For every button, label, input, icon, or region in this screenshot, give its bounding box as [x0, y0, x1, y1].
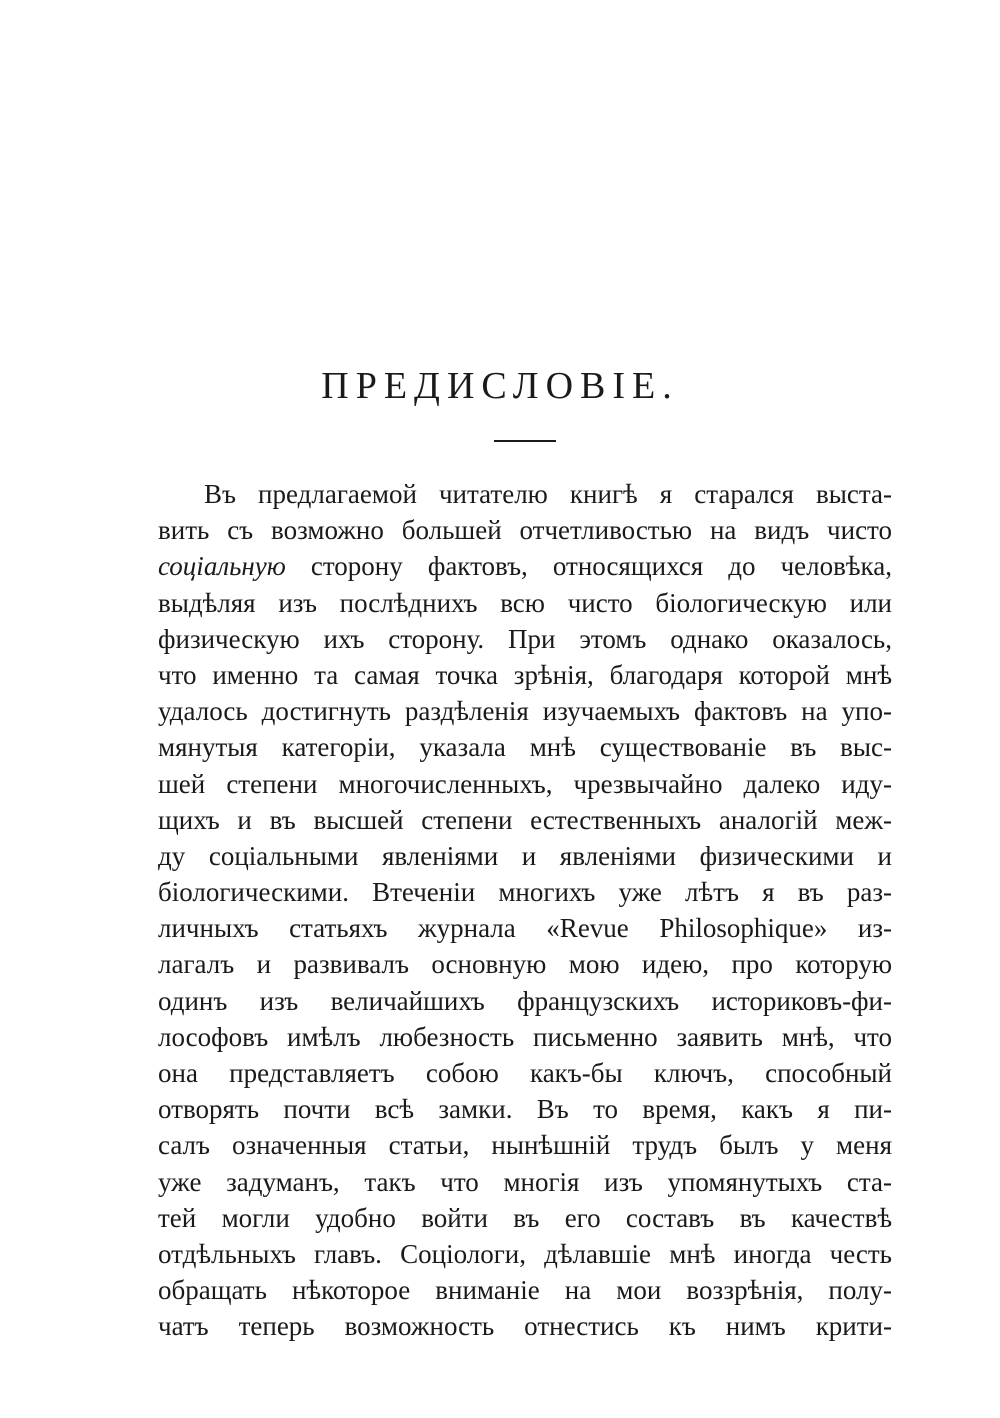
text-line-16: лософовъ имѣлъ любезность письменно заявить мнѣ, что: [158, 1021, 892, 1052]
text-line-4: выдѣляя изъ послѣднихъ всю чисто біологическую или: [158, 587, 892, 618]
text-line-21: тей могли удобно войти въ его составъ въ качествѣ: [158, 1202, 892, 1233]
text-line-24: чатъ теперь возможность отнестись къ нимъ крити-: [158, 1311, 892, 1342]
text-line-15: одинъ изъ величайшихъ французскихъ историковъ-фи-: [158, 985, 892, 1016]
text-line-19: салъ означенныя статьи, нынѣшній трудъ былъ у меня: [158, 1130, 892, 1161]
italic-word: соціальную: [158, 551, 286, 582]
text-line-3-rest: сторону фактовъ, относящихся до человѣка,: [285, 551, 892, 582]
text-line-17: она представляетъ собою какъ-бы ключъ, способный: [158, 1058, 892, 1088]
text-line-8: мянутыя категоріи, указала мнѣ существованіе въ выс-: [158, 732, 892, 763]
text-line-3: [158, 548, 892, 584]
title-divider: [494, 440, 556, 442]
text-line-5: физическую ихъ сторону. При этомъ однако оказалось,: [158, 623, 892, 654]
preface-paragraph: [158, 476, 892, 1345]
text-line-11: ду соціальными явленіями и явленіями физическими и: [158, 840, 892, 871]
text-line-10: щихъ и въ высшей степени естественныхъ аналогій меж-: [158, 804, 892, 835]
text-line-13: личныхъ статьяхъ журнала «Revue Philosophique» из-: [158, 913, 892, 944]
text-line-7: удалось достигнуть раздѣленія изучаемыхъ фактовъ на упо-: [158, 696, 892, 727]
text-line-14: лагалъ и развивалъ основную мою идею, про которую: [158, 949, 892, 980]
text-line-12: біологическими. Втеченіи многихъ уже лѣтъ я въ раз-: [158, 877, 892, 908]
text-line-1: Въ предлагаемой читателю книгѣ я старался выста-: [204, 479, 892, 509]
text-line-6: что именно та самая точка зрѣнія, благодаря которой мнѣ: [158, 659, 892, 690]
text-line-23: обращать нѣкоторое вниманіе на мои воззрѣнія, полу-: [158, 1275, 892, 1306]
text-line-18: отворять почти всѣ замки. Въ то время, какъ я пи-: [158, 1094, 892, 1125]
text-line-2: вить съ возможно большей отчетливостью на видъ чисто: [158, 515, 892, 546]
text-line-22: отдѣльныхъ главъ. Соціологи, дѣлавшіе мнѣ иногда честь: [158, 1238, 892, 1269]
text-line-20: уже задуманъ, такъ что многія изъ упомянутыхъ ста-: [158, 1166, 892, 1197]
text-line-9: шей степени многочисленныхъ, чрезвычайно далеко иду-: [158, 768, 892, 799]
page-title: ПРЕДИСЛОВІЕ.: [321, 365, 679, 407]
